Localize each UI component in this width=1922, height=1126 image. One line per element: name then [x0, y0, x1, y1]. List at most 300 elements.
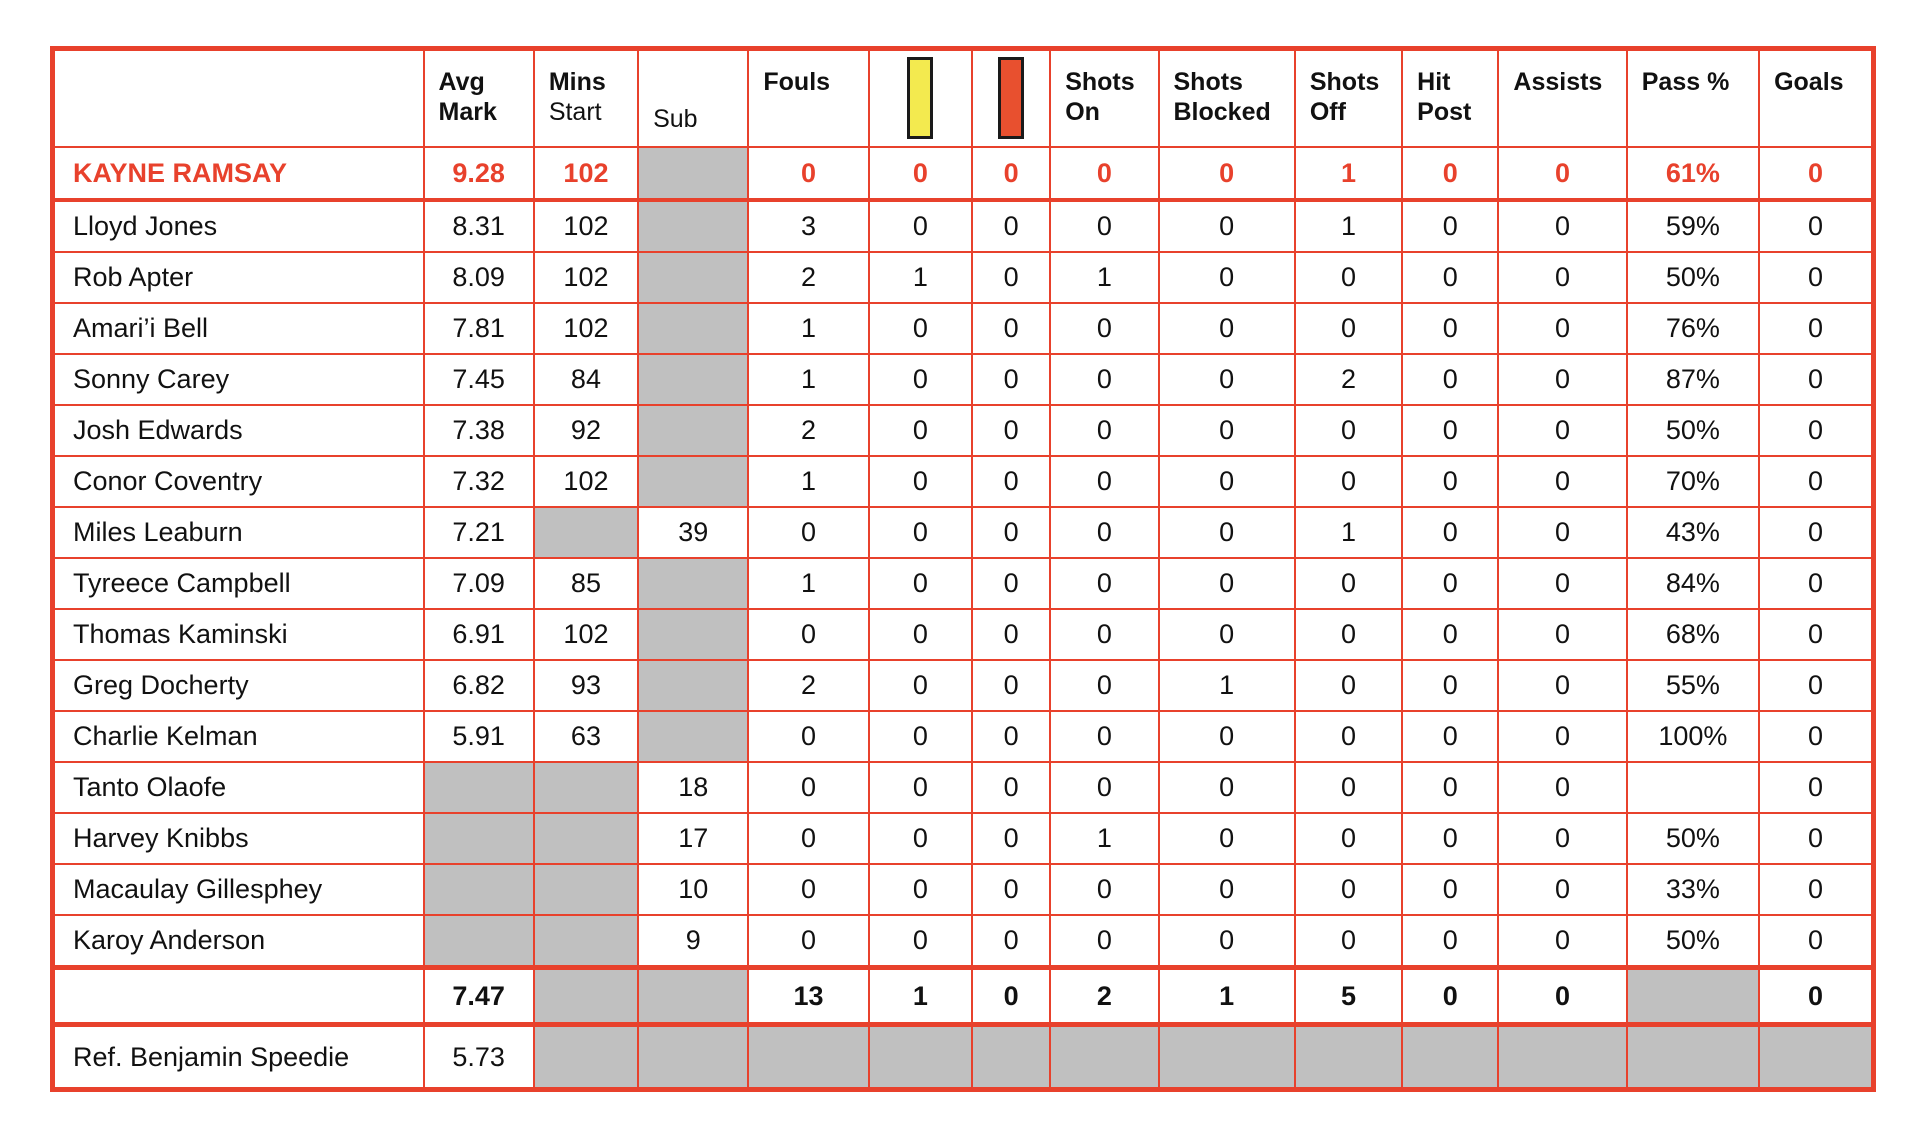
- table-row: [53, 303, 1874, 354]
- header-hit-post: [1402, 49, 1498, 148]
- yellow-card-icon: [907, 57, 933, 139]
- cell-yellow: 0: [869, 405, 972, 456]
- cell-hit-post: 0: [1402, 660, 1498, 711]
- cell-shots-on: 0: [1050, 405, 1158, 456]
- cell-sub: [638, 354, 748, 405]
- cell-shots-off: 0: [1295, 762, 1402, 813]
- header-hit-post-line2: Post: [1417, 98, 1472, 126]
- cell-pass: [1627, 762, 1759, 813]
- cell-assists: 0: [1498, 609, 1626, 660]
- totals-avg: 7.47: [424, 968, 534, 1025]
- table-row: [53, 711, 1874, 762]
- cell-name: Charlie Kelman: [53, 711, 424, 762]
- cell-goals: 0: [1759, 609, 1873, 660]
- cell-goals: 0: [1759, 864, 1873, 915]
- cell-shots-on: 0: [1050, 609, 1158, 660]
- table-row: [53, 405, 1874, 456]
- cell-fouls: 0: [748, 147, 868, 200]
- cell-sub: [638, 252, 748, 303]
- cell-assists: 0: [1498, 405, 1626, 456]
- cell-assists: 0: [1498, 147, 1626, 200]
- cell-shots-off: 0: [1295, 915, 1402, 968]
- header-name: [53, 49, 424, 148]
- cell-avg: 7.09: [424, 558, 534, 609]
- cell-shots-blocked: 0: [1159, 252, 1295, 303]
- cell-pass: 68%: [1627, 609, 1759, 660]
- cell-sub: [638, 456, 748, 507]
- cell-yellow: 0: [869, 762, 972, 813]
- cell-mins: 102: [534, 252, 638, 303]
- cell-mins: 102: [534, 147, 638, 200]
- cell-goals: 0: [1759, 660, 1873, 711]
- cell-pass: 43%: [1627, 507, 1759, 558]
- referee-name: Ref. Benjamin Speedie: [53, 1025, 424, 1090]
- cell-fouls: 1: [748, 303, 868, 354]
- cell-red: 0: [972, 252, 1050, 303]
- cell-shots-off: 1: [1295, 507, 1402, 558]
- cell-shots-on: 0: [1050, 507, 1158, 558]
- cell-shots-on: 1: [1050, 252, 1158, 303]
- cell-red: 0: [972, 915, 1050, 968]
- referee-empty-cell: [638, 1025, 748, 1090]
- cell-hit-post: 0: [1402, 354, 1498, 405]
- totals-sub-empty: [638, 968, 748, 1025]
- cell-sub: [638, 558, 748, 609]
- cell-fouls: 0: [748, 813, 868, 864]
- header-shots-off: [1295, 49, 1402, 148]
- cell-sub: [638, 303, 748, 354]
- cell-avg: 7.38: [424, 405, 534, 456]
- cell-yellow: 0: [869, 660, 972, 711]
- header-avg-mark-line2: Mark: [438, 98, 497, 126]
- cell-shots-on: 0: [1050, 200, 1158, 252]
- cell-yellow: 0: [869, 813, 972, 864]
- cell-pass: 33%: [1627, 864, 1759, 915]
- cell-shots-off: 0: [1295, 813, 1402, 864]
- table-row: [53, 762, 1874, 813]
- cell-yellow: 0: [869, 864, 972, 915]
- referee-avg: 5.73: [424, 1025, 534, 1090]
- cell-avg: [424, 813, 534, 864]
- totals-hit-post: 0: [1402, 968, 1498, 1025]
- table-row: [53, 660, 1874, 711]
- header-shots-off-line2: Off: [1309, 98, 1346, 126]
- cell-mins: 102: [534, 200, 638, 252]
- cell-assists: 0: [1498, 252, 1626, 303]
- cell-assists: 0: [1498, 762, 1626, 813]
- cell-shots-off: 0: [1295, 303, 1402, 354]
- cell-sub: 18: [638, 762, 748, 813]
- cell-mins: 84: [534, 354, 638, 405]
- cell-avg: [424, 915, 534, 968]
- cell-red: 0: [972, 762, 1050, 813]
- header-sub-label: Sub: [653, 105, 698, 133]
- cell-mins: [534, 915, 638, 968]
- header-shots-off-line1: Shots: [1309, 68, 1380, 96]
- cell-name: Josh Edwards: [53, 405, 424, 456]
- cell-shots-blocked: 0: [1159, 405, 1295, 456]
- table-row: [53, 252, 1874, 303]
- cell-hit-post: 0: [1402, 813, 1498, 864]
- cell-fouls: 0: [748, 609, 868, 660]
- table-row: [53, 200, 1874, 252]
- cell-red: 0: [972, 147, 1050, 200]
- header-shots-on: [1050, 49, 1158, 148]
- cell-avg: 7.21: [424, 507, 534, 558]
- cell-shots-off: 2: [1295, 354, 1402, 405]
- header-pass-pct: Pass %: [1627, 49, 1759, 148]
- cell-mins: 63: [534, 711, 638, 762]
- referee-empty-cell: [1627, 1025, 1759, 1090]
- cell-shots-on: 1: [1050, 813, 1158, 864]
- totals-assists: 0: [1498, 968, 1626, 1025]
- cell-shots-off: 0: [1295, 660, 1402, 711]
- cell-hit-post: 0: [1402, 558, 1498, 609]
- totals-goals: 0: [1759, 968, 1873, 1025]
- cell-fouls: 2: [748, 405, 868, 456]
- header-shots-blocked-line1: Shots: [1173, 68, 1243, 96]
- cell-avg: 6.82: [424, 660, 534, 711]
- cell-goals: 0: [1759, 456, 1873, 507]
- header-shots-blocked: [1159, 49, 1295, 148]
- cell-mins: [534, 813, 638, 864]
- cell-mins: [534, 864, 638, 915]
- header-mins-start: [534, 49, 638, 148]
- header-sub: [638, 49, 748, 148]
- referee-empty-cell: [869, 1025, 972, 1090]
- cell-goals: 0: [1759, 507, 1873, 558]
- cell-avg: 7.32: [424, 456, 534, 507]
- cell-yellow: 0: [869, 558, 972, 609]
- cell-yellow: 1: [869, 252, 972, 303]
- cell-shots-blocked: 0: [1159, 147, 1295, 200]
- cell-avg: [424, 762, 534, 813]
- cell-goals: 0: [1759, 354, 1873, 405]
- referee-empty-cell: [972, 1025, 1050, 1090]
- cell-fouls: 1: [748, 354, 868, 405]
- referee-empty-cell: [1402, 1025, 1498, 1090]
- header-goals: Goals: [1759, 49, 1873, 148]
- cell-shots-off: 0: [1295, 252, 1402, 303]
- cell-fouls: 3: [748, 200, 868, 252]
- cell-red: 0: [972, 711, 1050, 762]
- cell-goals: 0: [1759, 303, 1873, 354]
- cell-goals: 0: [1759, 558, 1873, 609]
- cell-mins: 85: [534, 558, 638, 609]
- cell-shots-on: 0: [1050, 456, 1158, 507]
- cell-shots-off: 0: [1295, 864, 1402, 915]
- cell-assists: 0: [1498, 303, 1626, 354]
- cell-shots-on: 0: [1050, 354, 1158, 405]
- cell-sub: [638, 711, 748, 762]
- cell-pass: 50%: [1627, 405, 1759, 456]
- cell-pass: 50%: [1627, 252, 1759, 303]
- referee-row: [53, 1025, 1874, 1090]
- cell-shots-blocked: 0: [1159, 864, 1295, 915]
- cell-yellow: 0: [869, 711, 972, 762]
- cell-pass: 61%: [1627, 147, 1759, 200]
- cell-name: KAYNE RAMSAY: [53, 147, 424, 200]
- cell-name: Amari’i Bell: [53, 303, 424, 354]
- cell-shots-on: 0: [1050, 762, 1158, 813]
- cell-shots-blocked: 0: [1159, 711, 1295, 762]
- cell-hit-post: 0: [1402, 456, 1498, 507]
- header-avg-mark-line1: Avg: [438, 68, 485, 96]
- cell-assists: 0: [1498, 915, 1626, 968]
- totals-shots-blocked: 1: [1159, 968, 1295, 1025]
- cell-fouls: 2: [748, 252, 868, 303]
- cell-pass: 84%: [1627, 558, 1759, 609]
- referee-empty-cell: [1050, 1025, 1158, 1090]
- cell-shots-blocked: 0: [1159, 303, 1295, 354]
- cell-red: 0: [972, 354, 1050, 405]
- cell-shots-blocked: 0: [1159, 609, 1295, 660]
- cell-hit-post: 0: [1402, 147, 1498, 200]
- header-shots-blocked-line2: Blocked: [1173, 98, 1271, 126]
- header-avg-mark: [424, 49, 534, 148]
- table-row: [53, 507, 1874, 558]
- referee-empty-cell: [748, 1025, 868, 1090]
- cell-name: Sonny Carey: [53, 354, 424, 405]
- cell-yellow: 0: [869, 609, 972, 660]
- totals-row: [53, 968, 1874, 1025]
- header-fouls: Fouls: [748, 49, 868, 148]
- cell-fouls: 2: [748, 660, 868, 711]
- cell-pass: 70%: [1627, 456, 1759, 507]
- cell-goals: 0: [1759, 813, 1873, 864]
- cell-hit-post: 0: [1402, 303, 1498, 354]
- cell-avg: 5.91: [424, 711, 534, 762]
- cell-pass: 50%: [1627, 813, 1759, 864]
- cell-mins: 93: [534, 660, 638, 711]
- cell-shots-off: 0: [1295, 456, 1402, 507]
- cell-red: 0: [972, 507, 1050, 558]
- cell-hit-post: 0: [1402, 711, 1498, 762]
- cell-shots-blocked: 0: [1159, 762, 1295, 813]
- cell-red: 0: [972, 813, 1050, 864]
- cell-pass: 100%: [1627, 711, 1759, 762]
- referee-empty-cell: [1295, 1025, 1402, 1090]
- cell-sub: [638, 147, 748, 200]
- cell-shots-off: 0: [1295, 558, 1402, 609]
- cell-goals: 0: [1759, 405, 1873, 456]
- header-row: [53, 49, 1874, 148]
- cell-assists: 0: [1498, 864, 1626, 915]
- cell-shots-on: 0: [1050, 915, 1158, 968]
- table-row: [53, 813, 1874, 864]
- cell-hit-post: 0: [1402, 405, 1498, 456]
- cell-name: Thomas Kaminski: [53, 609, 424, 660]
- cell-name: Greg Docherty: [53, 660, 424, 711]
- cell-shots-off: 0: [1295, 711, 1402, 762]
- referee-empty-cell: [1159, 1025, 1295, 1090]
- cell-yellow: 0: [869, 303, 972, 354]
- cell-fouls: 1: [748, 456, 868, 507]
- header-mins-line1: Mins: [548, 68, 606, 96]
- cell-shots-off: 1: [1295, 200, 1402, 252]
- player-rows: [53, 147, 1874, 968]
- cell-shots-blocked: 0: [1159, 813, 1295, 864]
- cell-assists: 0: [1498, 354, 1626, 405]
- cell-name: Tanto Olaofe: [53, 762, 424, 813]
- totals-red: 0: [972, 968, 1050, 1025]
- cell-shots-blocked: 0: [1159, 200, 1295, 252]
- cell-name: Lloyd Jones: [53, 200, 424, 252]
- header-shots-on-line1: Shots: [1065, 68, 1135, 96]
- cell-shots-blocked: 0: [1159, 456, 1295, 507]
- header-assists: Assists: [1498, 49, 1626, 148]
- cell-yellow: 0: [869, 200, 972, 252]
- cell-yellow: 0: [869, 456, 972, 507]
- cell-goals: 0: [1759, 252, 1873, 303]
- header-red-card: [972, 49, 1050, 148]
- cell-sub: [638, 200, 748, 252]
- cell-sub: [638, 660, 748, 711]
- cell-sub: [638, 405, 748, 456]
- cell-red: 0: [972, 456, 1050, 507]
- cell-goals: 0: [1759, 915, 1873, 968]
- cell-red: 0: [972, 405, 1050, 456]
- cell-shots-on: 0: [1050, 864, 1158, 915]
- red-card-icon: [998, 57, 1024, 139]
- cell-avg: 7.81: [424, 303, 534, 354]
- cell-red: 0: [972, 558, 1050, 609]
- cell-goals: 0: [1759, 762, 1873, 813]
- cell-mins: [534, 762, 638, 813]
- cell-assists: 0: [1498, 711, 1626, 762]
- cell-red: 0: [972, 609, 1050, 660]
- referee-empty-cell: [534, 1025, 638, 1090]
- totals-yellow: 1: [869, 968, 972, 1025]
- totals-pass-empty: [1627, 968, 1759, 1025]
- cell-avg: 7.45: [424, 354, 534, 405]
- table-row: [53, 558, 1874, 609]
- cell-hit-post: 0: [1402, 200, 1498, 252]
- cell-red: 0: [972, 660, 1050, 711]
- cell-fouls: 0: [748, 507, 868, 558]
- cell-shots-blocked: 0: [1159, 354, 1295, 405]
- cell-yellow: 0: [869, 354, 972, 405]
- cell-goals: 0: [1759, 711, 1873, 762]
- cell-name: Harvey Knibbs: [53, 813, 424, 864]
- table-row: [53, 915, 1874, 968]
- referee-empty-cell: [1498, 1025, 1626, 1090]
- cell-pass: 50%: [1627, 915, 1759, 968]
- totals-mins-empty: [534, 968, 638, 1025]
- cell-name: Miles Leaburn: [53, 507, 424, 558]
- cell-fouls: 0: [748, 711, 868, 762]
- cell-avg: 9.28: [424, 147, 534, 200]
- cell-shots-blocked: 0: [1159, 915, 1295, 968]
- cell-pass: 55%: [1627, 660, 1759, 711]
- cell-assists: 0: [1498, 660, 1626, 711]
- cell-yellow: 0: [869, 915, 972, 968]
- cell-assists: 0: [1498, 813, 1626, 864]
- cell-shots-blocked: 0: [1159, 507, 1295, 558]
- cell-shots-blocked: 0: [1159, 558, 1295, 609]
- cell-fouls: 1: [748, 558, 868, 609]
- cell-red: 0: [972, 864, 1050, 915]
- cell-name: Rob Apter: [53, 252, 424, 303]
- cell-name: Macaulay Gillesphey: [53, 864, 424, 915]
- cell-fouls: 0: [748, 864, 868, 915]
- cell-fouls: 0: [748, 915, 868, 968]
- cell-assists: 0: [1498, 456, 1626, 507]
- cell-mins: [534, 507, 638, 558]
- cell-yellow: 0: [869, 507, 972, 558]
- table-row: [53, 354, 1874, 405]
- cell-hit-post: 0: [1402, 864, 1498, 915]
- cell-goals: 0: [1759, 147, 1873, 200]
- cell-pass: 59%: [1627, 200, 1759, 252]
- header-yellow-card: [869, 49, 972, 148]
- cell-name: Conor Coventry: [53, 456, 424, 507]
- cell-assists: 0: [1498, 200, 1626, 252]
- cell-hit-post: 0: [1402, 609, 1498, 660]
- header-mins-line2: Start: [548, 98, 602, 126]
- table-row: [53, 147, 1874, 200]
- cell-sub: [638, 609, 748, 660]
- cell-shots-off: 1: [1295, 147, 1402, 200]
- cell-hit-post: 0: [1402, 915, 1498, 968]
- cell-shots-off: 0: [1295, 609, 1402, 660]
- cell-fouls: 0: [748, 762, 868, 813]
- totals-fouls: 13: [748, 968, 868, 1025]
- table-row: [53, 864, 1874, 915]
- header-shots-on-line2: On: [1065, 98, 1100, 126]
- cell-name: Tyreece Campbell: [53, 558, 424, 609]
- cell-shots-on: 0: [1050, 147, 1158, 200]
- cell-shots-on: 0: [1050, 303, 1158, 354]
- cell-avg: 8.09: [424, 252, 534, 303]
- cell-hit-post: 0: [1402, 762, 1498, 813]
- cell-sub: 39: [638, 507, 748, 558]
- cell-shots-on: 0: [1050, 711, 1158, 762]
- cell-red: 0: [972, 303, 1050, 354]
- player-ratings-table: [50, 46, 1876, 1092]
- totals-label: [53, 968, 424, 1025]
- cell-red: 0: [972, 200, 1050, 252]
- header-hit-post-line1: Hit: [1417, 68, 1451, 96]
- cell-avg: 6.91: [424, 609, 534, 660]
- cell-pass: 76%: [1627, 303, 1759, 354]
- cell-avg: [424, 864, 534, 915]
- cell-assists: 0: [1498, 507, 1626, 558]
- cell-hit-post: 0: [1402, 252, 1498, 303]
- cell-hit-post: 0: [1402, 507, 1498, 558]
- cell-shots-off: 0: [1295, 405, 1402, 456]
- cell-shots-blocked: 1: [1159, 660, 1295, 711]
- cell-name: Karoy Anderson: [53, 915, 424, 968]
- referee-empty-cell: [1759, 1025, 1873, 1090]
- table-row: [53, 456, 1874, 507]
- cell-assists: 0: [1498, 558, 1626, 609]
- cell-mins: 102: [534, 303, 638, 354]
- cell-mins: 92: [534, 405, 638, 456]
- cell-shots-on: 0: [1050, 558, 1158, 609]
- cell-goals: 0: [1759, 200, 1873, 252]
- cell-shots-on: 0: [1050, 660, 1158, 711]
- table-row: [53, 609, 1874, 660]
- cell-mins: 102: [534, 456, 638, 507]
- cell-sub: 10: [638, 864, 748, 915]
- cell-sub: 17: [638, 813, 748, 864]
- cell-sub: 9: [638, 915, 748, 968]
- cell-yellow: 0: [869, 147, 972, 200]
- cell-mins: 102: [534, 609, 638, 660]
- cell-avg: 8.31: [424, 200, 534, 252]
- totals-shots-off: 5: [1295, 968, 1402, 1025]
